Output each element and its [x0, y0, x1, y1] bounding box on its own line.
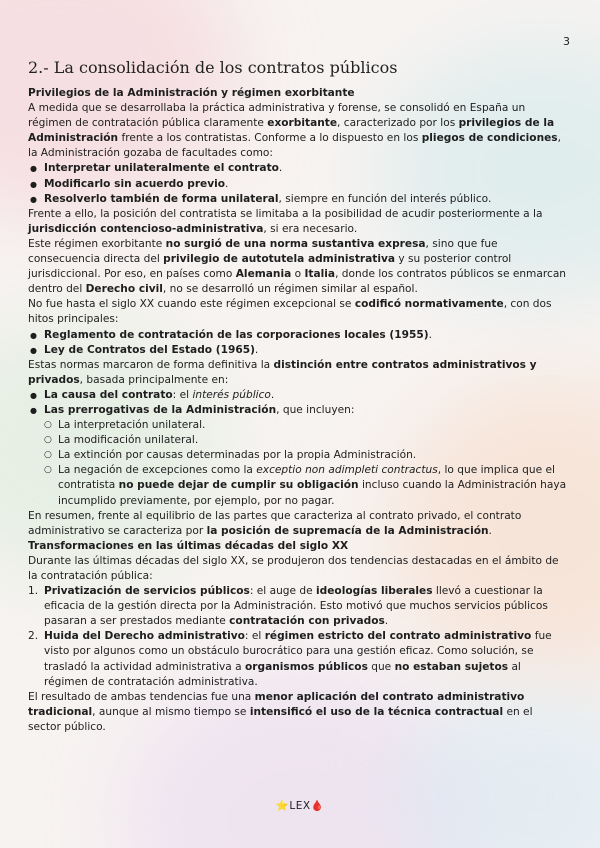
text-run: al régimen de contratación administrativa.: [44, 660, 521, 688]
text-run: , lo que implica que el contratista: [58, 464, 555, 492]
text-run: : el: [244, 630, 265, 643]
paragraph-resumen: [28, 509, 568, 539]
bold-text: no puede dejar de cumplir su obligación: [118, 479, 359, 492]
facultades-list: [28, 161, 568, 206]
paragraph-resultado: [28, 690, 568, 735]
list-item: [44, 463, 568, 508]
text-run: fue visto por algunos como un obstáculo burocrático para una gestión eficaz. Como solución, se trasladó la actividad administrativa a: [44, 630, 552, 673]
bold-text: Privatización de servicios públicos: [44, 585, 250, 598]
paragraph-origen-regimen: [28, 237, 568, 297]
text-run: .: [270, 388, 275, 401]
subsection-title-privilegios: Privilegios de la Administración y régimen exorbitante: [28, 87, 355, 99]
list-item: [28, 388, 568, 403]
bold-text: Ley de Contratos del Estado (1965): [44, 343, 255, 356]
bold-text: no estaban sujetos: [394, 660, 509, 673]
text-run: La interpretación unilateral.: [58, 419, 206, 432]
bold-text: la posición de supremacía de la Administración: [206, 524, 489, 537]
bold-text: Derecho civil: [85, 283, 163, 296]
text-run: Estas normas marcaron de forma definitiva la: [28, 358, 274, 371]
text-run: : el auge de: [249, 585, 317, 598]
list-item: [28, 343, 568, 358]
bold-text: ideologías liberales: [316, 585, 433, 598]
list-item: [44, 433, 568, 448]
prerrogativas-sublist: [28, 418, 568, 509]
text-run: La modificación unilateral.: [58, 434, 199, 447]
text-run: o: [291, 268, 305, 281]
bold-text: intensificó el uso de la técnica contractual: [249, 705, 504, 718]
list-item: [28, 403, 568, 418]
bold-text: La causa del contrato: [44, 388, 173, 401]
text-run: .: [278, 162, 283, 175]
bold-text: exorbitante: [267, 117, 338, 130]
text-run: , si era necesario.: [263, 222, 358, 235]
text-run: .: [488, 524, 492, 537]
text-run: que: [367, 660, 395, 673]
subsection-title-transformaciones: Transformaciones en las últimas décadas del siglo XX: [28, 539, 349, 552]
list-number: 1.: [28, 585, 39, 598]
text-run: , no se desarrolló un régimen similar al español.: [162, 283, 418, 296]
page-content: [28, 58, 568, 735]
bold-text: distinción entre contratos administrativos y privados: [28, 358, 537, 386]
paragraph-regimen-exorbitante: [28, 101, 568, 161]
text-run: La negación de excepciones como la: [58, 464, 257, 477]
text-run: , que incluyen:: [276, 403, 355, 416]
page-number: 3: [563, 35, 570, 48]
text-run: : el: [172, 388, 193, 401]
text-run: , donde los contratos públicos se enmarcan dentro del: [28, 268, 567, 296]
footer-text: LEX: [289, 800, 311, 812]
list-item: [44, 418, 568, 433]
numbered-list-item: [28, 584, 568, 629]
text-run: , aunque al mismo tiempo se: [92, 705, 250, 718]
text-run: Este régimen exorbitante: [28, 237, 166, 250]
list-item: [28, 192, 568, 207]
star-icon: ⭐: [275, 800, 290, 812]
tendencias-list: [28, 584, 568, 690]
bold-text: contratación con privados: [229, 615, 385, 628]
bold-text: Huida del Derecho administrativo: [44, 630, 245, 643]
text-run: El resultado de ambas tendencias fue una: [28, 690, 255, 703]
text-run: .: [428, 328, 432, 341]
blood-drop-icon: 🩸: [310, 800, 325, 812]
text-run: No fue hasta el siglo XX cuando este régimen excepcional se: [28, 298, 355, 311]
text-run: La extinción por causas determinadas por la propia Administración.: [58, 449, 417, 462]
paragraph-distincion: [28, 358, 568, 388]
bold-text: pliegos de condiciones: [421, 132, 558, 145]
text-run: , con dos hitos principales:: [28, 298, 552, 326]
bold-text: Alemania: [235, 268, 292, 281]
bold-text: jurisdicción contencioso-administrativa: [28, 222, 264, 235]
italic-text: interés público: [192, 388, 271, 401]
list-item: [28, 177, 568, 192]
bold-text: organismos públicos: [245, 660, 368, 673]
list-item: [28, 328, 568, 343]
bold-text: régimen estricto del contrato administrativo: [264, 630, 532, 643]
italic-text: exceptio non adimpleti contractus: [256, 464, 438, 477]
bold-text: Las prerrogativas de la Administración: [44, 403, 277, 416]
text-run: , siempre en función del interés público.: [278, 192, 492, 205]
bold-text: privilegio de autotutela administrativa: [163, 253, 396, 266]
footer-brand: [0, 799, 600, 812]
text-run: .: [384, 615, 389, 628]
text-run: , basada principalmente en:: [79, 373, 229, 386]
text-run: A medida que se desarrollaba la práctica administrativa y forense, se consolidó en España un régimen de contratación pública claramente: [28, 102, 526, 130]
text-run: llevó a cuestionar la eficacia de la gestión directa por la Administración. Esto motivó que muchos servicios públicos pasaran a ser prestados mediante: [44, 585, 548, 628]
bold-text: privilegios de la Administración: [28, 117, 555, 145]
bold-text: Resolverlo también de forma unilateral: [44, 192, 279, 205]
paragraph-posicion-contratista: [28, 207, 568, 237]
text-run: frente a los contratistas. Conforme a lo dispuesto en los: [118, 132, 422, 145]
list-item: [44, 448, 568, 463]
list-item: [28, 161, 568, 176]
text-run: en el sector público.: [28, 705, 533, 733]
criterios-list: [28, 388, 568, 418]
bold-text: Reglamento de contratación de las corporaciones locales (1955): [44, 328, 429, 341]
hitos-list: [28, 328, 568, 358]
bold-text: Interpretar unilateralmente el contrato: [44, 162, 279, 175]
text-run: .: [254, 343, 259, 356]
text-run: , caracterizado por los: [337, 117, 459, 130]
text-run: Durante las últimas décadas del siglo XX, se produjeron dos tendencias destacadas en el ámbito de la contratación pública:: [28, 554, 559, 582]
bold-text: Italia: [304, 268, 336, 281]
text-run: incluso cuando la Administración haya incumplido previamente, por ejemplo, por no pagar.: [58, 479, 567, 507]
text-run: .: [225, 177, 229, 190]
bold-text: no surgió de una norma sustantiva expresa: [165, 237, 426, 250]
text-run: Frente a ello, la posición del contratista se limitaba a la posibilidad de acudir posteriormente a la: [28, 207, 543, 220]
numbered-list-item: [28, 629, 568, 689]
bold-text: menor aplicación del contrato administrativo tradicional: [28, 690, 525, 718]
paragraph-tendencias: [28, 554, 568, 584]
section-title: 2.- La consolidación de los contratos públicos: [28, 58, 398, 77]
bold-text: Modificarlo sin acuerdo previo: [44, 177, 226, 190]
list-number: 2.: [28, 630, 39, 643]
text-run: y su posterior control jurisdiccional. Por eso, en países como: [28, 253, 512, 281]
text-run: , la Administración gozaba de facultades como:: [28, 132, 561, 160]
paragraph-codificacion: [28, 297, 568, 327]
bold-text: codificó normativamente: [354, 298, 504, 311]
text-run: , sino que fue consecuencia directa del: [28, 237, 498, 266]
text-run: En resumen, frente al equilibrio de las partes que caracteriza al contrato privado, el contrato administrativo se caracteriza por: [28, 509, 522, 537]
